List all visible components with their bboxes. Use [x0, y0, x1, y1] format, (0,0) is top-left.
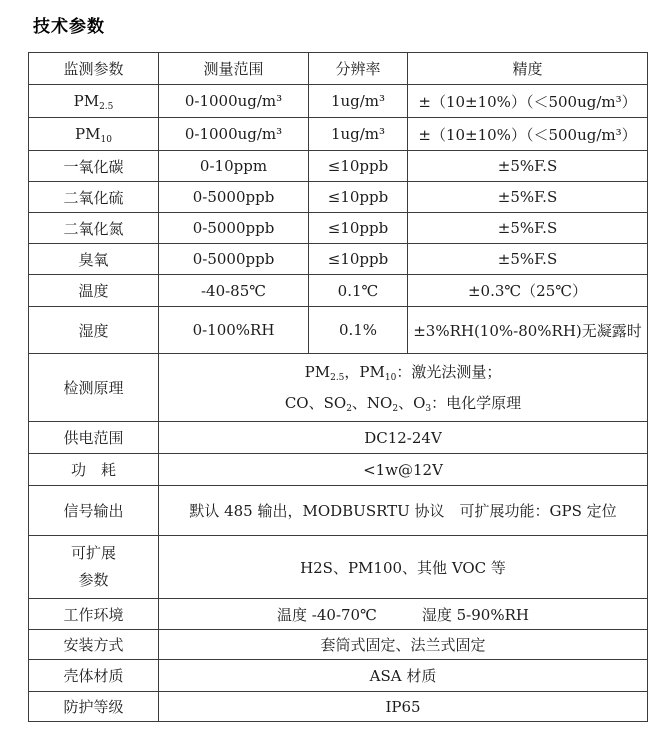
- row-expandable-params: [29, 536, 648, 599]
- spec-value-cell: [159, 354, 648, 422]
- param-cell: 二氧化硫: [29, 182, 159, 213]
- param-cell: 温度: [29, 275, 159, 307]
- accuracy-cell: ±3%RH(10%-80%RH)无凝露时: [408, 307, 648, 354]
- spec-value-cell: DC12-24V: [159, 422, 648, 454]
- col-header-range: 测量范围: [159, 53, 309, 85]
- spec-label-cell: 安装方式: [29, 630, 159, 660]
- accuracy-cell: ±5%F.S: [408, 213, 648, 244]
- principle-line-1: $PM_{2.5}$，$PM_{10}$：激光法测量；: [304, 362, 502, 383]
- param-cell: 二氧化氮: [29, 213, 159, 244]
- range-cell: 0-5000ppb: [159, 213, 309, 244]
- resolution-cell: 0.1℃: [309, 275, 408, 307]
- accuracy-cell: ±0.3℃（25℃）: [408, 275, 648, 307]
- spec-label-cell: 工作环境: [29, 599, 159, 630]
- row-installation: [29, 630, 648, 660]
- spec-value-cell: ASA 材质: [159, 660, 648, 692]
- col-header-accuracy: 精度: [408, 53, 648, 85]
- spec-value-cell: 温度 -40-70℃ 湿度 5-90%RH: [159, 599, 648, 630]
- accuracy-cell: ±（10±10%）（＜500ug/m³）: [408, 118, 648, 151]
- param-cell: $PM_{10}$: [29, 118, 159, 151]
- row-housing-material: [29, 660, 648, 692]
- spec-value-cell: H2S、PM100、其他 VOC 等: [159, 536, 648, 599]
- row-pm25: [29, 85, 648, 118]
- range-cell: 0-1000ug/m³: [159, 85, 309, 118]
- param-cell: $PM_{2.5}$: [29, 85, 159, 118]
- col-header-param: 监测参数: [29, 53, 159, 85]
- param-cell: 臭氧: [29, 244, 159, 275]
- range-cell: 0-1000ug/m³: [159, 118, 309, 151]
- row-working-environment: [29, 599, 648, 630]
- param-cell: 一氧化碳: [29, 151, 159, 182]
- resolution-cell: 1ug/m³: [309, 85, 408, 118]
- resolution-cell: 1ug/m³: [309, 118, 408, 151]
- spec-label-cell: 防护等级: [29, 692, 159, 722]
- accuracy-cell: ±5%F.S: [408, 182, 648, 213]
- row-humidity: [29, 307, 648, 354]
- range-cell: -40-85℃: [159, 275, 309, 307]
- row-protection-rating: [29, 692, 648, 722]
- resolution-cell: ≤10ppb: [309, 151, 408, 182]
- resolution-cell: ≤10ppb: [309, 244, 408, 275]
- row-nitrogen-dioxide: [29, 213, 648, 244]
- range-cell: 0-5000ppb: [159, 182, 309, 213]
- row-power-consumption: [29, 454, 648, 486]
- row-signal-output: [29, 486, 648, 536]
- row-temperature: [29, 275, 648, 307]
- row-pm10: [29, 118, 648, 151]
- row-carbon-monoxide: [29, 151, 648, 182]
- resolution-cell: 0.1%: [309, 307, 408, 354]
- param-cell: 湿度: [29, 307, 159, 354]
- spec-value-cell: <1w@12V: [159, 454, 648, 486]
- expandable-label-line-1: 可扩展: [70, 544, 116, 562]
- row-sulfur-dioxide: [29, 182, 648, 213]
- spec-label-cell: [29, 536, 159, 599]
- spec-label-cell: 供电范围: [29, 422, 159, 454]
- spec-label-cell: 壳体材质: [29, 660, 159, 692]
- spec-value-cell: 默认 485 输出，MODBUSRTU 协议 可扩展功能：GPS 定位: [159, 486, 648, 536]
- expandable-label-line-2: 参数: [78, 571, 109, 589]
- accuracy-cell: ±5%F.S: [408, 244, 648, 275]
- resolution-cell: ≤10ppb: [309, 182, 408, 213]
- spec-sheet: [0, 12, 670, 722]
- range-cell: 0-5000ppb: [159, 244, 309, 275]
- accuracy-cell: ±5%F.S: [408, 151, 648, 182]
- spec-label-cell: 功 耗: [29, 454, 159, 486]
- principle-line-2: CO、$SO_2$、$NO_2$、$O_3$：电化学原理: [284, 393, 522, 414]
- header-row: [29, 53, 648, 85]
- accuracy-cell: ±（10±10%）（＜500ug/m³）: [408, 85, 648, 118]
- range-cell: 0-10ppm: [159, 151, 309, 182]
- resolution-cell: ≤10ppb: [309, 213, 408, 244]
- page-title: 技术参数: [33, 17, 105, 37]
- spec-label-cell: 信号输出: [29, 486, 159, 536]
- row-detection-principle: [29, 354, 648, 422]
- spec-label-cell: 检测原理: [29, 354, 159, 422]
- col-header-resolution: 分辨率: [309, 53, 408, 85]
- spec-value-cell: IP65: [159, 692, 648, 722]
- range-cell: 0-100%RH: [159, 307, 309, 354]
- row-power-supply: [29, 422, 648, 454]
- spec-value-cell: 套筒式固定、法兰式固定: [159, 630, 648, 660]
- row-ozone: [29, 244, 648, 275]
- tech-specs-table: [28, 52, 648, 722]
